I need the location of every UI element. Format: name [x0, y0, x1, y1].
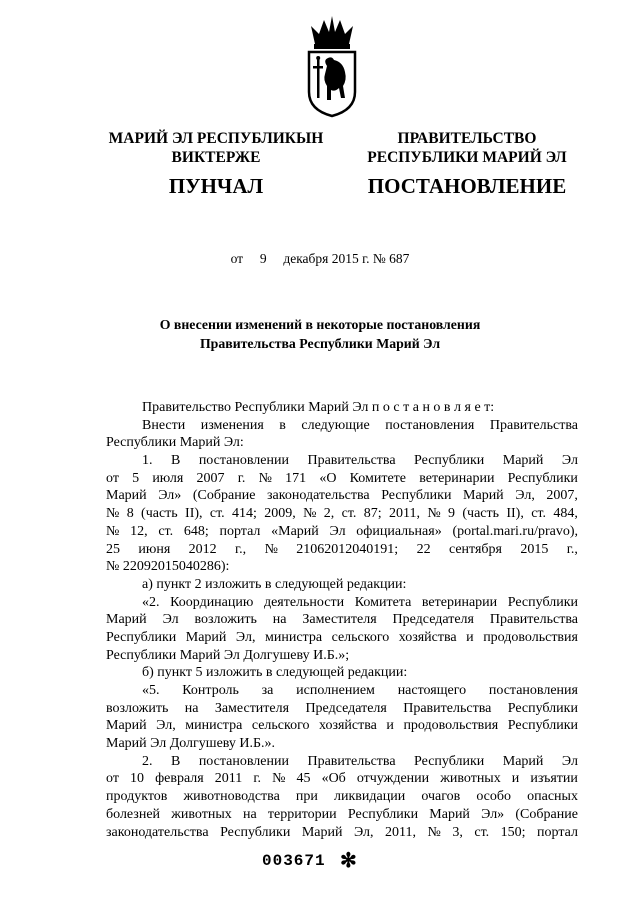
body-line: Республики Марий Эл, министра сельского хозяйства и продовольствия — [106, 629, 578, 645]
document-body — [106, 399, 578, 841]
asterisk-mark: ✻ — [340, 850, 357, 872]
body-line: от 5 июля 2007 г. № 171 «О Комитете ветеринарии Республики — [106, 470, 578, 486]
body-line: 2. В постановлении Правительства Республики Марий Эл — [142, 753, 578, 769]
body-line: № 12, ст. 648; портал «Марий Эл официальная» (portal.mari.ru/pravo), — [106, 523, 578, 539]
body-line: № 8 (часть II), ст. 414; 2009, № 2, ст. 87; 2011, № 9 (часть II), ст. 484, — [106, 506, 578, 522]
serial-number: 003671 — [262, 852, 326, 870]
body-line: б) пункт 5 изложить в следующей редакции: — [142, 665, 408, 681]
header-right-title: ПОСТАНОВЛЕНИЕ — [367, 174, 567, 198]
body-line: Марий Эл Долгушеву И.Б.». — [106, 736, 276, 752]
date-number-line — [0, 251, 640, 267]
date-month-year: декабря 2015 г. № — [283, 251, 386, 266]
header-left-title: ПУНЧАЛ — [168, 174, 264, 198]
body-line: Марий Эл» (Собрание законодательства Республики Марий Эл, 2007, — [106, 488, 578, 504]
body-line: Марий Эл, министра сельского хозяйства и продовольствия Республики — [106, 718, 578, 734]
body-line: законодательства Республики Марий Эл, 2011, № 3, ст. 150; портал — [106, 824, 578, 840]
header-left-line2: ВИКТЕРЖЕ — [171, 149, 261, 166]
header-left-block — [96, 129, 336, 167]
body-line: № 22092015040286): — [106, 559, 230, 575]
coat-of-arms-icon — [301, 14, 363, 118]
body-line: Республики Марий Эл Долгушеву И.Б.»; — [106, 647, 350, 663]
body-line: 25 июня 2012 г., № 21062012040191; 22 сентября 2015 г., — [106, 541, 578, 557]
header-right-line2: РЕСПУБЛИКИ МАРИЙ ЭЛ — [367, 149, 567, 166]
header-right-block — [352, 129, 582, 167]
date-prefix: от — [230, 251, 244, 266]
document-subject — [0, 315, 640, 353]
subject-line2: Правительства Республики Марий Эл — [199, 336, 441, 351]
body-line: «5. Контроль за исполнением настоящего постановления — [142, 683, 578, 698]
body-line: а) пункт 2 изложить в следующей редакции: — [142, 576, 407, 592]
subject-line1: О внесении изменений в некоторые постановления — [159, 317, 481, 332]
body-line: возложить на Заместителя Председателя Правительства Республики — [106, 700, 578, 716]
body-line: «2. Координацию деятельности Комитета ветеринарии Республики — [142, 594, 578, 610]
body-line: 1. В постановлении Правительства Республики Марий Эл — [142, 453, 578, 469]
header-left-line1: МАРИЙ ЭЛ РЕСПУБЛИКЫН — [108, 130, 324, 147]
body-line: Марий Эл возложить на Заместителя Председателя Правительства — [106, 612, 578, 628]
document-number: 687 — [389, 251, 410, 266]
body-line: от 10 февраля 2011 г. № 45 «Об отчуждении животных и изъятии — [106, 771, 578, 787]
body-line: продуктов животноводства при ликвидации очагов особо опасных — [106, 789, 578, 805]
body-line: Правительство Республики Марий Эл п о с т а н о в л я е т: — [142, 400, 495, 415]
body-line: Республики Марий Эл: — [106, 435, 244, 451]
body-line: Внести изменения в следующие постановления Правительства — [142, 417, 578, 433]
body-line: болезней животных на территории Республики Марий Эл» (Собрание — [106, 806, 578, 822]
date-day: 9 — [259, 251, 267, 266]
header-right-line1: ПРАВИТЕЛЬСТВО — [397, 130, 537, 147]
coat-of-arms-emblem — [301, 14, 363, 118]
